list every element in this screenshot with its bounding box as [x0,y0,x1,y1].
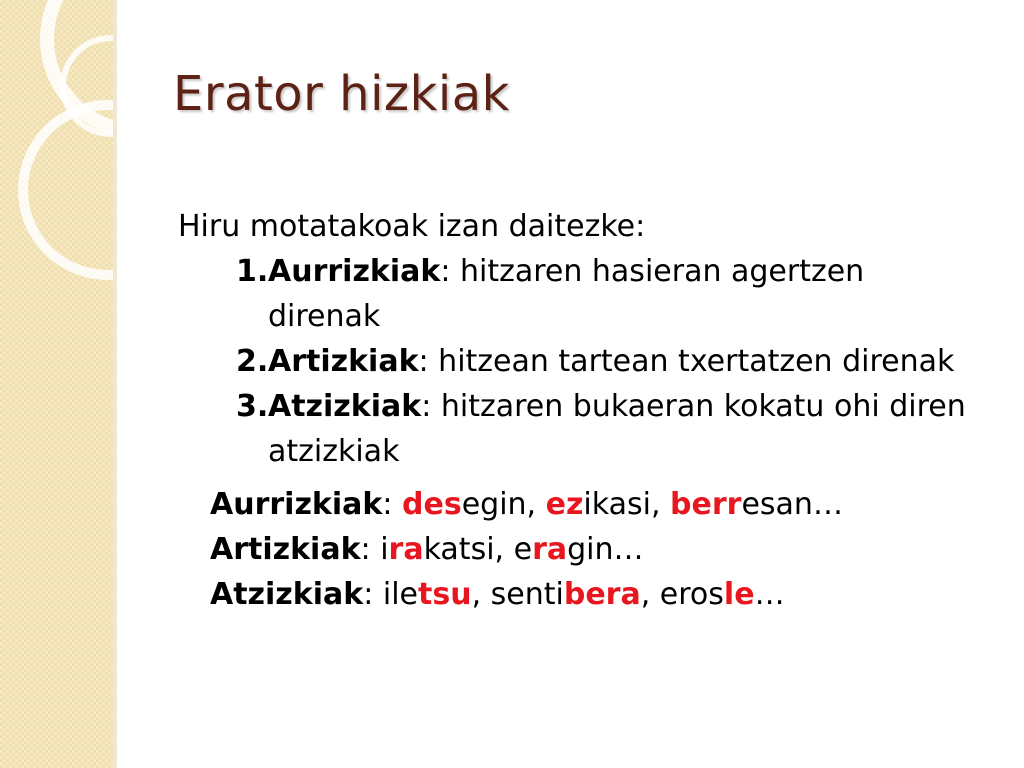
example-line [210,482,978,527]
example-rest: katsi, [423,532,514,567]
example-line [210,527,978,572]
list-description: : hitzaren bukaeran kokatu ohi diren atzizkiak [268,389,966,469]
example-prefix: e [513,532,533,567]
example-highlight: berr [670,487,742,522]
example-highlight: tsu [418,577,472,612]
examples-block [178,482,978,617]
example-colon: : [382,487,402,522]
example-prefix: ile [382,577,418,612]
slide-body [178,204,978,617]
list-number: 3. [236,389,269,424]
example-highlight: ra [532,532,568,567]
example-colon: : [360,532,381,567]
example-colon: : [363,577,383,612]
example-highlight: des [402,487,462,522]
intro-text: Hiru motatakoak izan daitezke: [178,209,646,244]
list-description: : hitzaren hasieran agertzen direnak [268,254,865,334]
example-highlight: bera [563,577,641,612]
example-rest: egin, [461,487,546,522]
list-item [178,249,978,339]
example-highlight: ez [545,487,584,522]
list-term: Artizkiak [268,344,419,379]
example-prefix: i [380,532,389,567]
example-prefix: eros [659,577,724,612]
list-term: Aurrizkiak [268,254,441,289]
example-term: Aurrizkiak [210,487,383,522]
list-number: 2. [236,344,269,379]
example-rest: esan… [741,487,843,522]
example-term: Atzizkiak [210,577,364,612]
example-highlight: le [723,577,755,612]
example-rest: , [471,577,491,612]
example-term: Artizkiak [210,532,361,567]
example-prefix: senti [490,577,564,612]
list-item [178,384,978,474]
example-rest: ikasi, [583,487,671,522]
example-highlight: ra [388,532,424,567]
list-term: Atzizkiak [268,389,422,424]
list-item [178,339,978,384]
list-description: : hitzean tartean txertatzen direnak [418,344,955,379]
example-rest: gin… [567,532,644,567]
strip-edge [113,0,117,768]
slide-title: Erator hizkiak [173,66,510,122]
example-line [210,572,978,617]
example-rest: , [640,577,660,612]
decorative-side-strip [0,0,113,768]
example-rest: … [754,577,785,612]
list-number: 1. [236,254,269,289]
